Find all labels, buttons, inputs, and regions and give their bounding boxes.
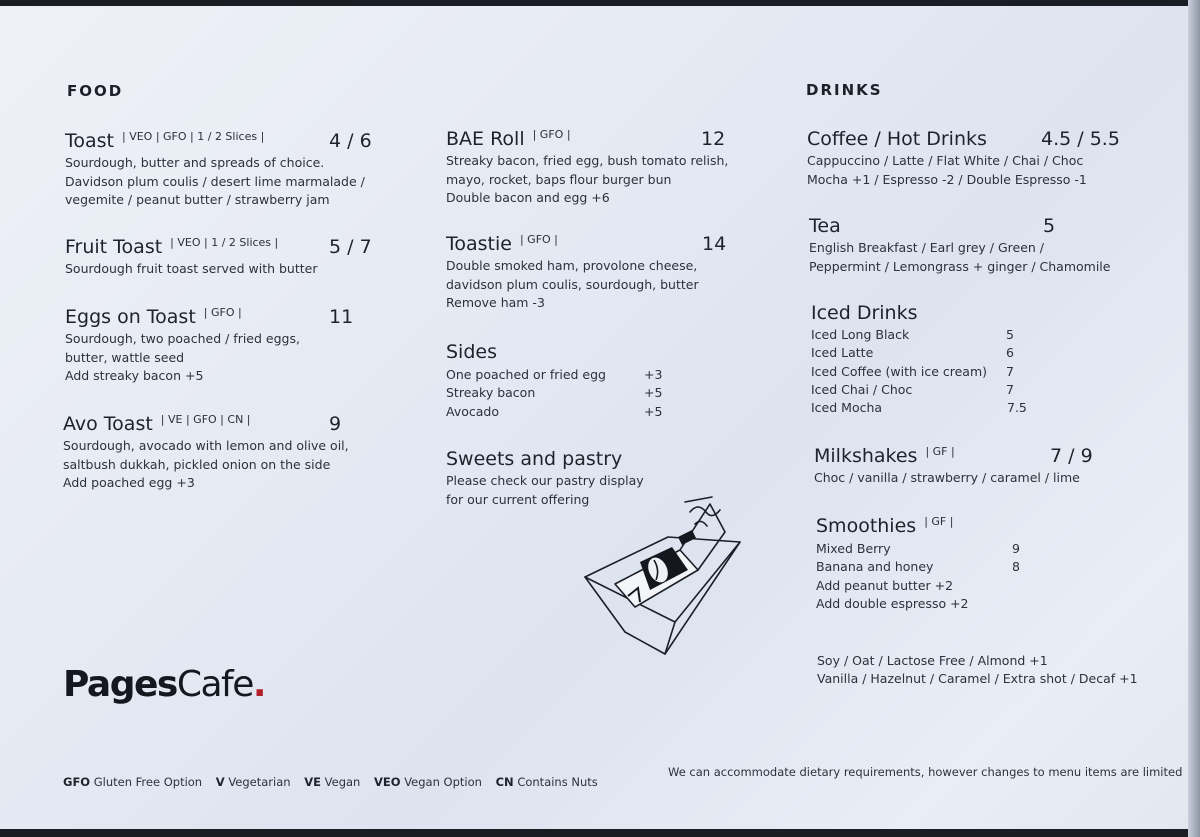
item-name: Eggs on Toast [65,306,196,328]
smoothie-price: 9 [1012,541,1020,556]
item-desc-line: Add streaky bacon +5 [65,368,204,383]
legend-text: Contains Nuts [517,775,598,789]
paper-right-shadow [1188,0,1200,837]
item-desc-line: Sourdough, two poached / fried eggs, [65,331,300,346]
item-desc-line: vegemite / peanut butter / strawberry jam [65,192,330,207]
pages-cafe-logo [63,664,265,705]
food-heading: FOOD [67,82,124,100]
item-desc-line: Choc / vanilla / strawberry / caramel / lime [814,470,1080,485]
item-desc-line: Sourdough, avocado with lemon and olive oil, [63,438,349,453]
item-price: 11 [329,306,354,328]
menu-item-toastie [446,233,726,313]
item-desc-line: mayo, rocket, baps flour burger bun [446,171,672,187]
item-desc-line: Please check our pastry display [446,473,644,488]
side-price: +5 [644,403,663,419]
item-name: Sides [446,341,497,363]
item-name: Iced Drinks [811,302,918,324]
item-desc-line: Sourdough fruit toast served with butter [65,261,318,276]
paper-top-edge [0,0,1200,6]
extras-line: Soy / Oat / Lactose Free / Almond +1 [817,653,1048,668]
menu-item-tea [809,215,1129,276]
side-label: Streaky bacon [446,385,536,401]
side-row [446,366,686,384]
legend-text: Vegetarian [228,775,291,789]
item-name: Smoothies [816,515,917,537]
menu-item-iced-drinks [811,302,1071,417]
item-desc-line: Double smoked ham, provolone cheese, [446,258,698,273]
side-label: Avocado [446,403,499,419]
item-price: 5 / 7 [329,236,372,258]
item-desc-line: butter, wattle seed [65,349,185,365]
iced-row [811,344,1071,362]
item-desc-line: Cappuccino / Latte / Flat White / Chai / Choc [807,153,1084,168]
extras-line: Vanilla / Hazelnut / Caramel / Extra shot / Decaf +1 [817,671,1138,687]
item-desc-line: Mocha +1 / Espresso -2 / Double Espresso -1 [807,171,1087,187]
iced-label: Iced Coffee (with ice cream) [811,363,988,379]
item-name: Coffee / Hot Drinks [807,128,987,150]
item-name: BAE Roll [446,128,525,150]
dietary-disclaimer: We can accommodate dietary requirements, however changes to menu items are limited [668,765,1183,779]
item-name: Toast [65,130,114,152]
item-price: 12 [701,128,726,150]
legend-text: Vegan [324,775,361,789]
item-price: 9 [329,413,342,435]
iced-row [811,326,1071,344]
iced-row [811,363,1071,381]
item-desc-line: Sourdough, butter and spreads of choice. [65,155,325,170]
item-price: 7 / 9 [1050,445,1093,467]
iced-label: Iced Chai / Choc [811,381,913,397]
item-desc-line: Double bacon and egg +6 [446,190,610,205]
side-price: +3 [644,367,663,382]
legend-code: GFO [63,775,91,789]
item-name: Milkshakes [814,445,918,467]
smoothie-addon: Add peanut butter +2 [816,577,954,593]
iced-price: 6 [1006,345,1014,361]
smoothie-price: 8 [1012,559,1020,575]
legend-code: VEO [374,775,401,789]
item-desc-line: Streaky bacon, fried egg, bush tomato relish, [446,153,729,168]
side-price: +5 [644,385,663,401]
menu-item-coffee [807,128,1127,189]
item-name: Sweets and pastry [446,448,623,470]
iced-row [811,399,1071,417]
item-name: Tea [809,215,841,237]
smoothie-row [816,540,1076,558]
logo-dot: . [252,664,266,705]
paper-bottom-edge [0,829,1200,837]
item-price: 4 / 6 [329,130,372,152]
iced-row [811,381,1071,399]
menu-item-bae-roll [446,128,729,208]
item-tags: | GFO | [532,128,571,141]
item-desc-line: Add poached egg +3 [63,475,195,490]
item-tags: | GF | [925,445,955,458]
item-name: Fruit Toast [65,236,163,258]
item-desc-line: saltbush dukkah, pickled onion on the side [63,456,331,472]
item-price: 4.5 / 5.5 [1041,128,1120,150]
iced-label: Iced Latte [811,345,874,361]
item-tags: | GF | [924,515,954,528]
item-desc-line: English Breakfast / Earl grey / Green / [809,240,1044,255]
menu-item-toast [65,130,385,210]
coffee-bag-icon [580,492,750,662]
smoothie-row [816,577,1076,595]
side-row [446,384,686,402]
legend-code: CN [495,775,514,789]
iced-price: 7.5 [1007,400,1027,416]
smoothie-addon: Add double espresso +2 [816,595,969,611]
item-desc-line: for our current offering [446,491,590,507]
item-desc-line: Davidson plum coulis / desert lime marmalade / [65,173,365,189]
item-price: 5 [1043,215,1056,237]
menu-item-eggs-on-toast [65,306,385,386]
menu-item-avo-toast [63,413,383,493]
item-tags: | VE | GFO | CN | [160,413,251,426]
legend-text: Vegan Option [404,775,482,789]
drinks-heading: DRINKS [806,81,883,99]
side-row [446,403,686,421]
item-name: Avo Toast [63,413,153,435]
iced-price: 5 [1006,327,1014,342]
item-desc-line: Remove ham -3 [446,295,545,310]
iced-price: 7 [1006,381,1014,397]
dietary-legend [63,775,598,789]
iced-label: Iced Mocha [811,400,883,416]
item-tags: | GFO | [203,306,242,319]
logo-bold-text: Pages [63,664,177,705]
menu-item-sides [446,341,686,421]
item-desc-line: davidson plum coulis, sourdough, butter [446,276,699,292]
smoothie-label: Banana and honey [816,559,934,575]
smoothie-label: Mixed Berry [816,541,891,556]
item-tags: | GFO | [519,233,558,246]
legend-code: V [215,775,225,789]
side-label: One poached or fried egg [446,367,606,382]
item-tags: | VEO | GFO | 1 / 2 Slices | [122,130,265,143]
item-price: 14 [702,233,727,255]
iced-price: 7 [1006,363,1014,379]
smoothie-row [816,595,1076,613]
menu-item-smoothies [816,515,1076,613]
menu-item-fruit-toast [65,236,385,279]
item-tags: | VEO | 1 / 2 Slices | [170,236,279,249]
menu-item-milkshakes [814,445,1134,488]
legend-text: Gluten Free Option [93,775,203,789]
smoothie-row [816,558,1076,576]
iced-label: Iced Long Black [811,327,910,342]
item-name: Toastie [446,233,512,255]
item-desc-line: Peppermint / Lemongrass + ginger / Chamomile [809,258,1111,274]
drinks-extras [817,652,1177,689]
logo-thin-text: Cafe [176,664,253,705]
legend-code: VE [304,775,321,789]
